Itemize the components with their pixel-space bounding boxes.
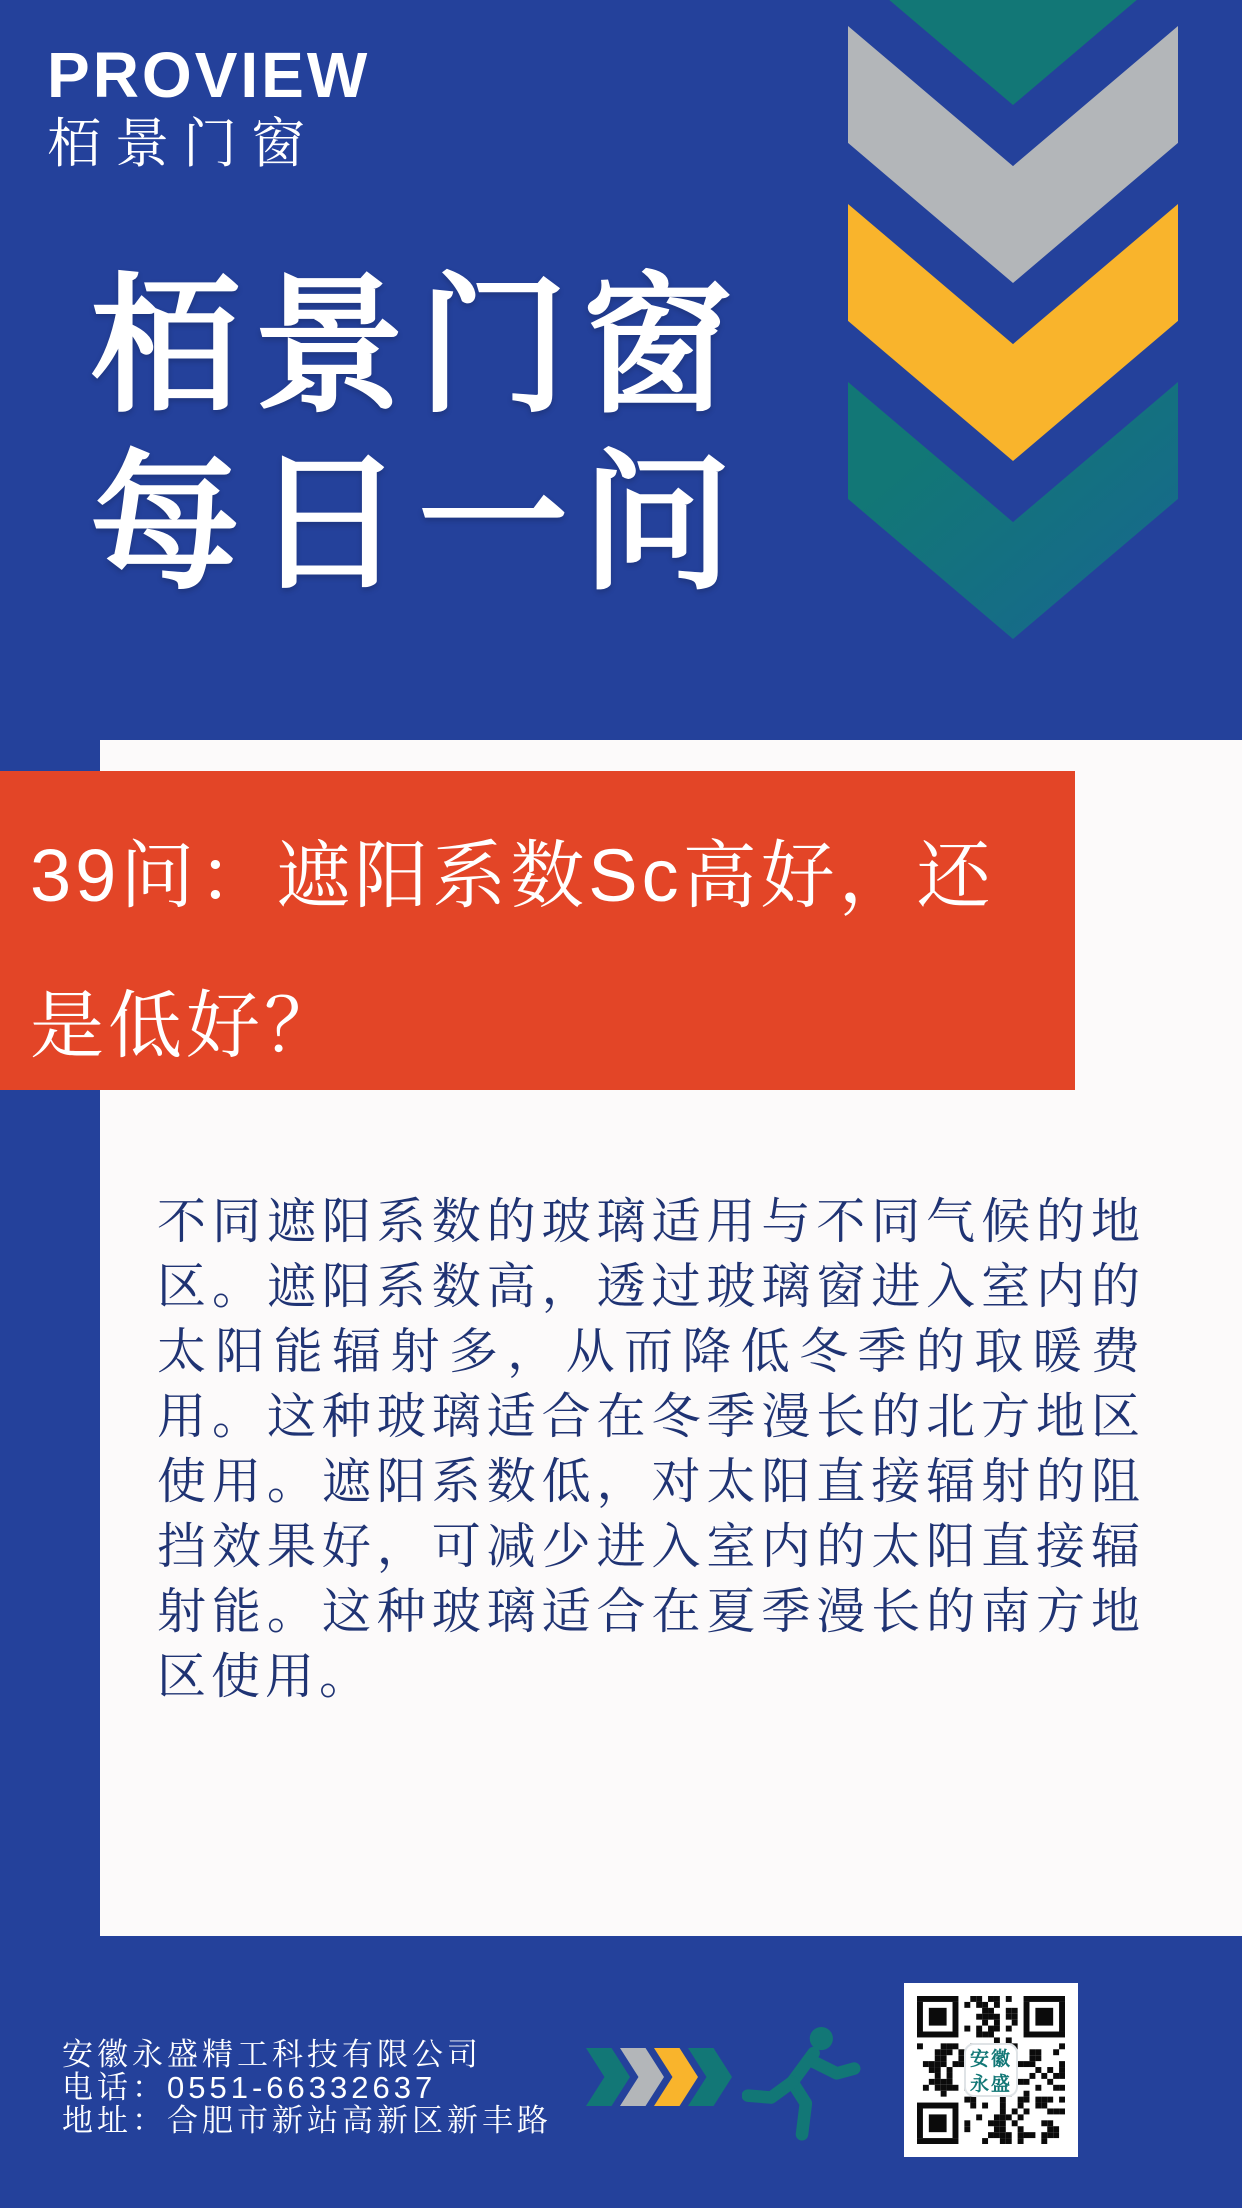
qr-code — [904, 1983, 1078, 2157]
address-value: 合肥市新站高新区新丰路 — [167, 2103, 552, 2138]
chevron-down-stack-icon — [848, 0, 1178, 660]
page-title-line2: 每日一问 — [90, 439, 747, 607]
chevron-right-icon — [586, 2048, 630, 2106]
chevron-right-arrows-icon — [586, 2048, 722, 2106]
phone-row — [62, 2071, 552, 2104]
brand-logo-subtext: 栢景门窗 — [47, 114, 319, 174]
question-text: 39问：遮阳系数Sc高好，还是低好？ — [30, 834, 995, 1067]
question-banner — [0, 771, 1075, 1090]
address-label: 地址： — [62, 2103, 167, 2138]
qr-logo-line1: 安徽 — [969, 2049, 1012, 2070]
page-title — [90, 258, 746, 612]
qr-center-logo — [964, 2043, 1018, 2097]
phone-label: 电话： — [62, 2070, 167, 2105]
page-title-line1: 栢景门窗 — [90, 262, 747, 430]
company-name: 安徽永盛精工科技有限公司 — [62, 2037, 482, 2072]
qr-logo-line2: 永盛 — [969, 2074, 1012, 2095]
brand-logo — [47, 40, 370, 174]
phone-value: 0551-66332637 — [167, 2070, 437, 2105]
running-person-icon — [742, 2026, 862, 2142]
answer-text: 不同遮阳系数的玻璃适用与不同气候的地区。遮阳系数高，透过玻璃窗进入室内的太阳能辐射多，从而降低冬季的取暖费用。这种玻璃适合在冬季漫长的北方地区使用。遮阳系数低，对太阳直接辐射的阻挡效果好，可减少进入室内的太阳直接辐射能。这种玻璃适合在夏季漫长的南方地区使用。 — [157, 1195, 1145, 1704]
address-row — [62, 2104, 552, 2137]
brand-logo-text: PROVIEW — [47, 39, 371, 111]
footer-contact-block — [62, 2038, 552, 2137]
